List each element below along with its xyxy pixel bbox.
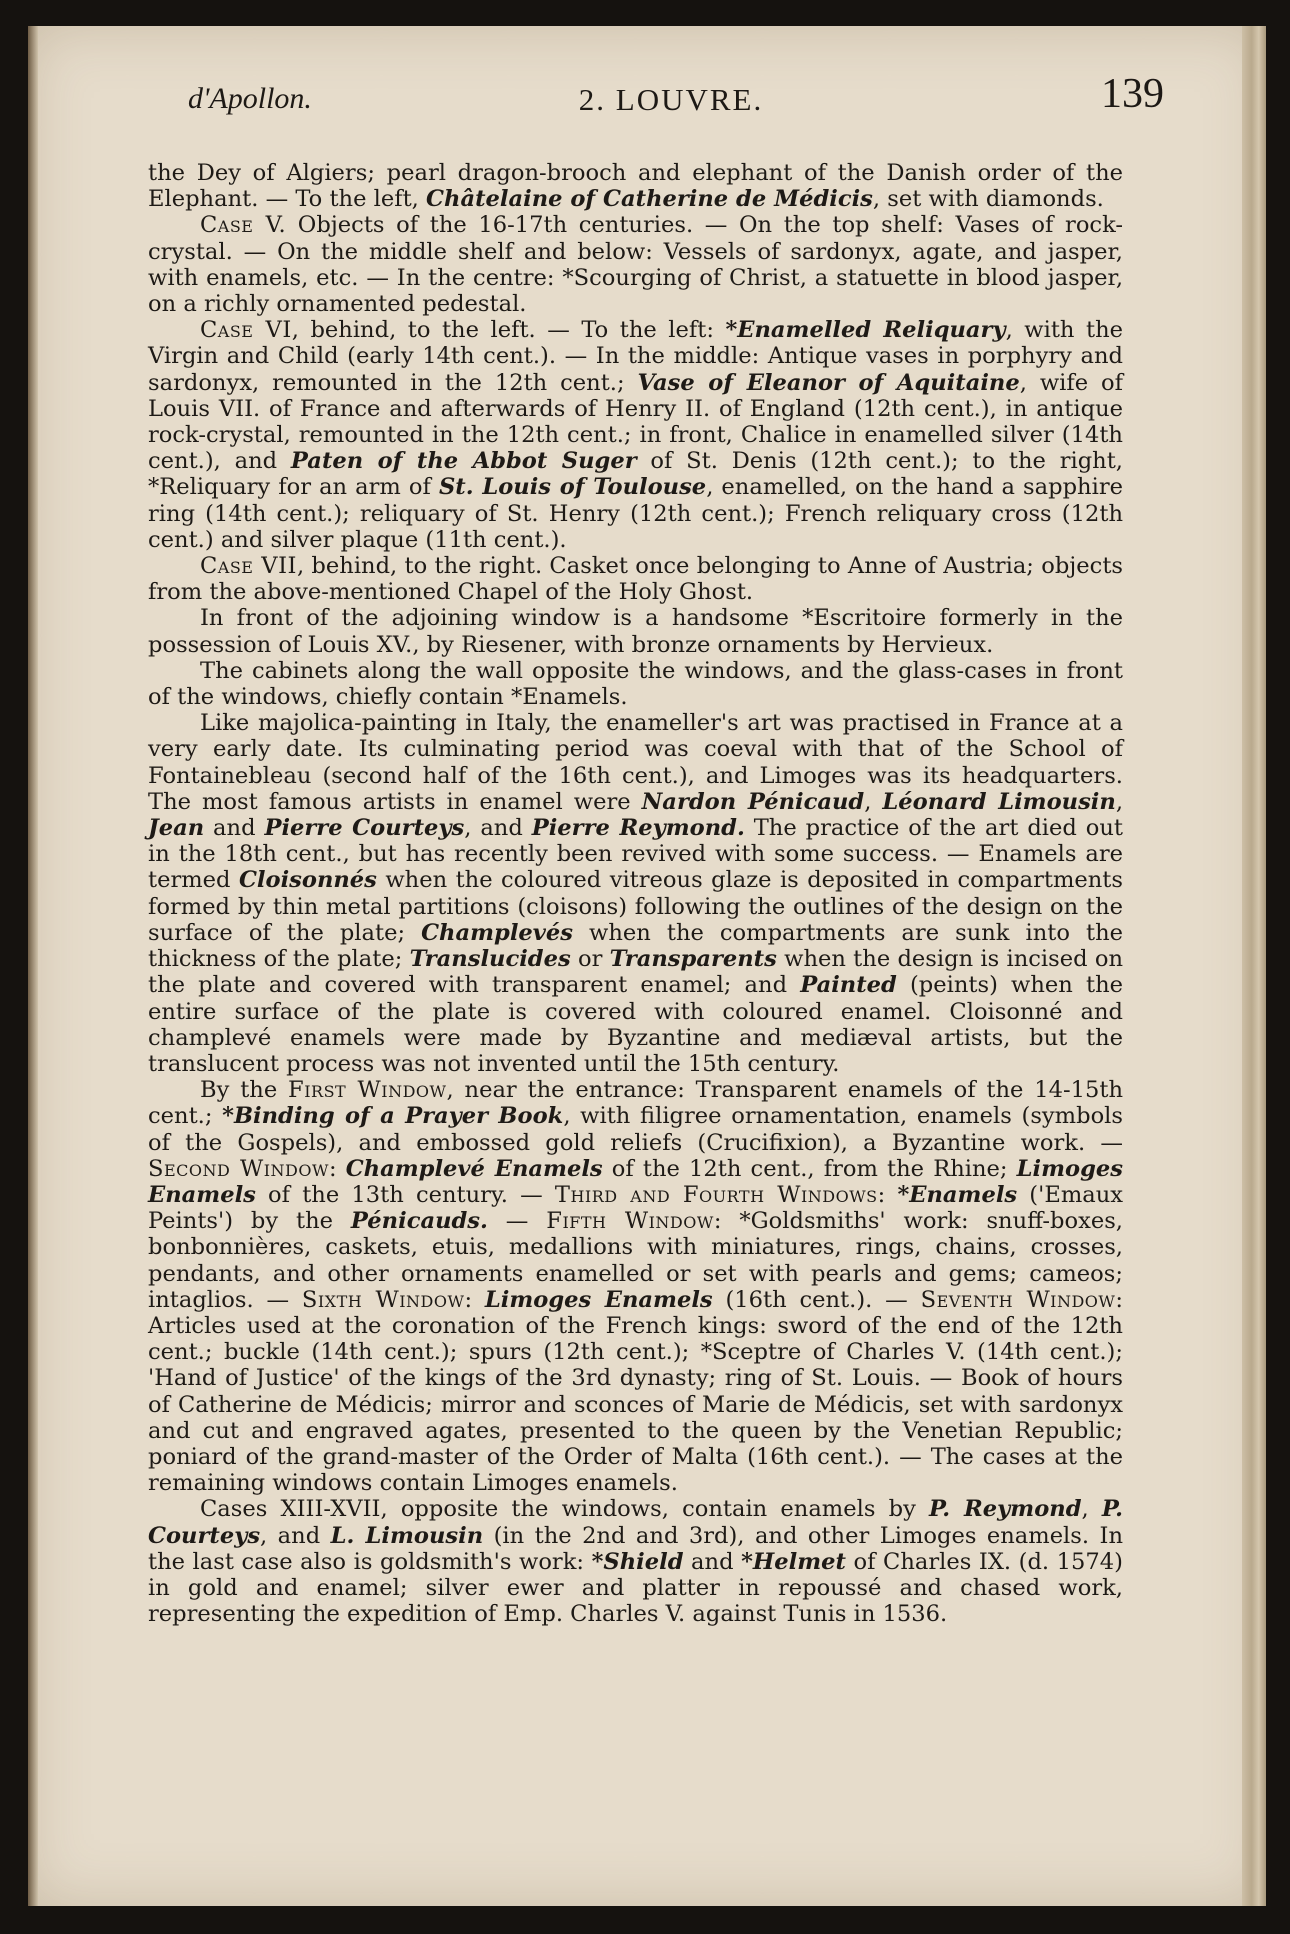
italic-run: *Enamelled Reliquary <box>725 317 1006 344</box>
page-number: 139 <box>1101 71 1164 117</box>
text-run: , <box>864 788 883 815</box>
smallcaps-run: Case VI <box>200 317 292 344</box>
running-head <box>118 64 1164 124</box>
text-run: of the 13th century. — <box>255 1181 555 1208</box>
paragraph <box>148 605 1123 657</box>
text-run: — <box>487 1208 547 1235</box>
text-run: of St. Denis (12th cent.); to the right, *Reliquary for an arm of <box>148 448 1123 501</box>
text-run: , behind, to the right. Casket once belonging to Anne of Austria; objects from the above-mentioned Chapel of the Holy Ghost. <box>148 553 1123 606</box>
text-run: : Articles used at the coronation of the French kings: sword of the end of the 12th cent.; buckle (14th cent.); spurs (12th cent.); *Sceptre of Charles V. (14th cent.); 'Hand of Justice' of the kings of the 3rd dynasty; ring of St. Louis. — Book of hours of Catherine de Médicis; mirror and sconces of Marie de Médicis, set with sardonyx and cut and engraved agates, presented to the queen by the Venetian Republic; poniard of the grand-master of the Order of Malta (16th cent.). — The cases at the remaining windows contain Limoges enamels. <box>148 1286 1123 1497</box>
text-run: Like majolica-painting in Italy, the enameller's art was practised in France at a very early date. Its culminating period was coeval with that of the School of Fontainebleau (second half of the 16th cent.), and Limoges was its headquarters. The most famous artists in enamel were <box>148 710 1123 815</box>
italic-run: Limoges Enamels <box>148 1155 1124 1208</box>
italic-run: Transparents <box>609 946 777 973</box>
text-run: In front of the adjoining window is a handsome *Escritoire formerly in the possession of Louis XV., by Riesener, with bronze ornaments by Hervieux. <box>148 605 1123 658</box>
text-run: and <box>204 815 265 842</box>
italic-run: St. Louis of Toulouse <box>438 474 707 501</box>
italic-run: *Helmet <box>741 1548 846 1575</box>
text-run: (in the 2nd and 3rd), and other Limoges enamels. In the last case also is goldsmith's work: <box>148 1522 1123 1575</box>
paragraph <box>148 1077 1123 1496</box>
text-run: , wife of Louis VII. of France and afterwards of Henry II. of England (12th cent.), in antique rock-crystal, remounted in the 12th cent.; in front, Chalice in enamelled silver (14th cent.), and <box>148 369 1124 475</box>
text-run: , and <box>260 1522 331 1549</box>
paragraph <box>148 317 1123 553</box>
italic-run: Champlevé Enamels <box>345 1155 603 1182</box>
paragraph <box>148 553 1123 605</box>
text-run: The cabinets along the wall opposite the windows, and the glass-cases in front of the windows, chiefly contain *Enamels. <box>148 657 1123 711</box>
italic-run: Painted <box>800 972 897 999</box>
text-run: The practice of the art died out in the 18th cent., but has recently been revived with some success. — Enamels are termed <box>148 815 1123 894</box>
italic-run: Nardon Pénicaud <box>641 788 865 815</box>
italic-run: *Enamels <box>897 1181 1018 1208</box>
italic-run: Léonard Limousin <box>882 788 1116 815</box>
text-run: , enamelled, on the hand a sapphire ring (14th cent.); reliquary of St. Henry (12th cent.); French reliquary cross (12th cent.) and silver plaque (11th cent.). <box>148 474 1124 553</box>
text-run: (16th cent.). — <box>712 1286 921 1313</box>
text-run: By the <box>200 1077 289 1104</box>
text-run: , <box>1081 1496 1102 1523</box>
italic-run: Pénicauds. <box>350 1208 488 1235</box>
body-text <box>148 160 1123 1627</box>
smallcaps-run: First Window <box>288 1077 447 1104</box>
text-run: and <box>683 1548 742 1575</box>
paragraph <box>148 160 1123 212</box>
text-run: : <box>464 1286 485 1313</box>
text-run: : *Goldsmiths' work: snuff-boxes, bonbonnières, caskets, etuis, medallions with miniatures, rings, chains, crosses, pendants, and other ornaments enamelled or set with pearls and gems; cameos; intaglios. — <box>148 1208 1123 1313</box>
text-run: Cases XIII-XVII, opposite the windows, contain enamels by <box>200 1496 930 1523</box>
text-run: , with filigree ornamentation, enamels (symbols of the Gospels), and embossed gold reliefs (Crucifixion), a Byzantine work. — <box>148 1103 1123 1156</box>
smallcaps-run: Second Window <box>148 1155 329 1182</box>
italic-run: Vase of Eleanor of Aquitaine <box>637 369 1020 396</box>
italic-run: Pierre Courteys <box>264 815 465 842</box>
italic-run: *Shield <box>591 1548 684 1575</box>
text-run: (peints) when the entire surface of the plate is covered with coloured enamel. Cloisonné and champlevé enamels were made by Byzantine and mediæval artists, but the translucent process was not invented until the 15th century. <box>148 972 1123 1077</box>
text-run: when the coloured vitreous glaze is deposited in compartments formed by thin metal partitions (cloisons) following the outlines of the design on the surface of the plate; <box>148 867 1123 946</box>
smallcaps-run: Case V. <box>200 212 287 239</box>
text-run: of Charles IX. (d. 1574) in gold and enamel; silver ewer and platter in repoussé and chased work, representing the expedition of Emp. Charles V. against Tunis in 1536. <box>148 1548 1123 1628</box>
italic-run: P. Reymond <box>929 1496 1082 1523</box>
italic-run: Paten of the Abbot Suger <box>290 448 637 475</box>
page-fore-edge <box>1242 26 1266 1906</box>
italic-run: Champlevés <box>421 919 574 946</box>
text-run: , set with diamonds. <box>872 186 1104 213</box>
italic-run: Translucides <box>409 946 571 973</box>
smallcaps-run: Seventh Window <box>920 1286 1116 1313</box>
text-run: when the compartments are sunk into the thickness of the plate; <box>148 919 1123 973</box>
text-run: Objects of the 16-17th centuries. — On the top shelf: Vases of rock-crystal. — On the middle shelf and below: Vessels of sardonyx, agate, and jasper, with enamels, etc. — In the centre: *Scourging of Christ, a statuette in blood jasper, on a richly ornamented pedestal. <box>148 212 1123 318</box>
text-run: or <box>570 946 610 973</box>
page-gutter-shadow <box>28 26 38 1906</box>
running-head-title: 2. LOUVRE. <box>578 82 764 117</box>
italic-run: Jean <box>148 815 205 842</box>
text-run: : <box>877 1181 898 1208</box>
italic-run: Limoges Enamels <box>484 1286 713 1313</box>
text-run: , near the entrance: Transparent enamels of the 14-15th cent.; <box>148 1077 1123 1130</box>
paragraph <box>148 212 1123 317</box>
italic-run: *Binding of a Prayer Book <box>222 1103 564 1130</box>
smallcaps-run: Sixth Window <box>301 1286 465 1313</box>
text-run: : <box>328 1155 346 1182</box>
italic-run: P. Courteys <box>148 1496 1123 1549</box>
smallcaps-run: Case VII <box>200 553 297 580</box>
paragraph <box>148 658 1123 710</box>
smallcaps-run: Third and Fourth Windows <box>554 1181 878 1208</box>
italic-run: L. Limousin <box>330 1522 484 1549</box>
italic-run: Pierre Reymond. <box>531 815 745 842</box>
smallcaps-run: Fifth Window <box>546 1208 714 1235</box>
text-run: , behind, to the left. — To the left: <box>291 317 726 344</box>
paragraph <box>148 1496 1123 1627</box>
text-run: the Dey of Algiers; pearl dragon-brooch and elephant of the Danish order of the Elephant. — To the left, <box>148 160 1123 213</box>
text-run: , with the Virgin and Child (early 14th cent.). — In the middle: Antique vases in porphyry and sardonyx, remounted in the 12th cent.; <box>148 317 1124 396</box>
text-run: , and <box>464 815 532 842</box>
italic-run: Cloisonnés <box>238 867 377 894</box>
text-run: ('Emaux Peints') by the <box>148 1181 1124 1235</box>
running-head-left: d'Apollon. <box>188 82 312 115</box>
text-run: of the 12th cent., from the Rhine; <box>602 1155 1017 1182</box>
paragraph <box>148 710 1123 1077</box>
italic-run: Châtelaine of Catherine de Médicis <box>426 186 873 213</box>
text-run: , <box>1115 788 1123 815</box>
text-run: when the design is incised on the plate and covered with transparent enamel; and <box>148 946 1123 999</box>
